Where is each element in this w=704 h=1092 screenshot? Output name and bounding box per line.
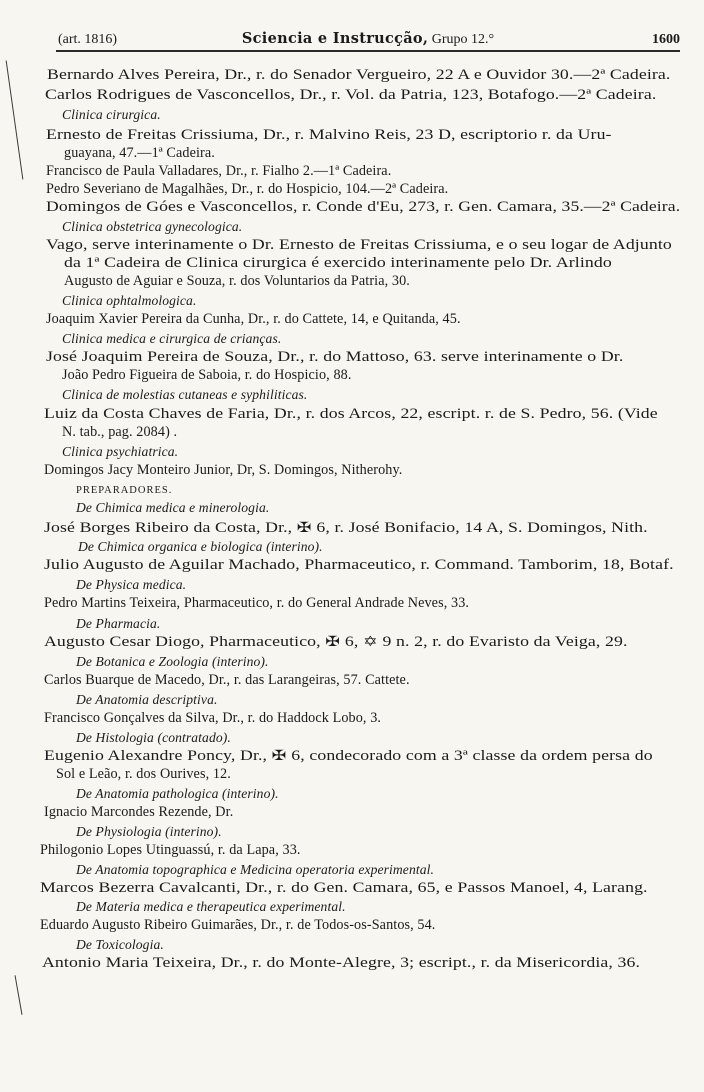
text-line: João Pedro Figueira de Saboia, r. do Hospicio, 88. — [62, 367, 352, 383]
text-line: Eduardo Augusto Ribeiro Guimarães, Dr., r. de Todos-os-Santos, 54. — [40, 917, 436, 933]
section-heading: Clinica de molestias cutaneas e syphiliticas. — [62, 387, 308, 402]
text-line: Vago, serve interinamente o Dr. Ernesto de Freitas Crissiuma, e o seu logar de Adjunto — [46, 237, 672, 253]
text-line: Luiz da Costa Chaves de Faria, Dr., r. dos Arcos, 22, escript. r. de S. Pedro, 56. (Vide — [44, 406, 658, 422]
text-line: Augusto de Aguiar e Souza, r. dos Voluntarios da Patria, 30. — [64, 273, 410, 289]
text-line: Marcos Bezerra Cavalcanti, Dr., r. do Gen. Camara, 65, e Passos Manoel, 4, Larang. — [40, 880, 648, 896]
text-line: Ernesto de Freitas Crissiuma, Dr., r. Malvino Reis, 23 D, escriptorio r. da Uru- — [46, 127, 612, 143]
section-heading: De Materia medica e therapeutica experimental. — [76, 899, 346, 914]
header-title: Sciencia e Instrucção, — [241, 30, 429, 47]
category-heading: PREPARADORES. — [76, 485, 173, 496]
header-rule — [56, 50, 680, 52]
section-heading: De Physiologia (interino). — [76, 824, 222, 839]
section-heading: Clinica cirurgica. — [62, 107, 161, 122]
text-line: Joaquim Xavier Pereira da Cunha, Dr., r. do Cattete, 14, e Quitanda, 45. — [46, 311, 461, 327]
text-line: Bernardo Alves Pereira, Dr., r. do Senador Vergueiro, 22 A e Ouvidor 30.—2ª Cadeira. — [47, 67, 671, 83]
header-group: Grupo 12.° — [431, 32, 495, 47]
text-line: Antonio Maria Teixeira, Dr., r. do Monte-Alegre, 3; escript., r. da Misericordia, 36. — [42, 955, 641, 971]
text-line: José Joaquim Pereira de Souza, Dr., r. do Mattoso, 63. serve interinamente o Dr. — [46, 349, 624, 365]
section-heading: De Chimica organica e biologica (interino). — [78, 539, 323, 554]
text-line: guayana, 47.—1ª Cadeira. — [64, 145, 215, 161]
text-line: Domingos Jacy Monteiro Junior, Dr, S. Domingos, Nitherohy. — [44, 462, 403, 478]
text-line: José Borges Ribeiro da Costa, Dr., ✠ 6, r. José Bonifacio, 14 A, S. Domingos, Nith. — [44, 520, 648, 536]
text-line: Carlos Buarque de Macedo, Dr., r. das Larangeiras, 57. Cattete. — [44, 672, 410, 688]
section-heading: De Chimica medica e minerologia. — [76, 500, 270, 515]
text-line: Augusto Cesar Diogo, Pharmaceutico, ✠ 6, ✡ 9 n. 2, r. do Evaristo da Veiga, 29. — [44, 634, 628, 650]
margin-bracket-bottom — [15, 975, 23, 1015]
text-line: Eugenio Alexandre Poncy, Dr., ✠ 6, condecorado com a 3ª classe da ordem persa do — [44, 748, 653, 764]
text-line: Francisco Gonçalves da Silva, Dr., r. do Haddock Lobo, 3. — [44, 710, 382, 726]
section-heading: De Botanica e Zoologia (interino). — [76, 654, 269, 669]
header-article-ref: (art. 1816) — [58, 32, 118, 47]
section-heading: Clinica ophtalmologica. — [62, 293, 197, 308]
section-heading: De Physica medica. — [76, 577, 187, 592]
text-line: Ignacio Marcondes Rezende, Dr. — [44, 804, 234, 820]
section-heading: De Anatomia topographica e Medicina operatoria experimental. — [76, 862, 434, 877]
text-line: Pedro Martins Teixeira, Pharmaceutico, r. do General Andrade Neves, 33. — [44, 595, 470, 611]
text-line: Francisco de Paula Valladares, Dr., r. Fialho 2.—1ª Cadeira. — [46, 163, 392, 179]
section-heading: Clinica medica e cirurgica de crianças. — [62, 331, 282, 346]
text-line: da 1ª Cadeira de Clinica cirurgica é exercido interinamente pelo Dr. Arlindo — [64, 255, 612, 271]
section-heading: De Toxicologia. — [76, 937, 164, 952]
text-line: Carlos Rodrigues de Vasconcellos, Dr., r. Vol. da Patria, 123, Botafogo.—2ª Cadeira. — [45, 87, 657, 103]
section-heading: De Histologia (contratado). — [76, 730, 231, 745]
section-heading: De Anatomia descriptiva. — [76, 692, 218, 707]
text-line: Domingos de Góes e Vasconcellos, r. Conde d'Eu, 273, r. Gen. Camara, 35.—2ª Cadeira. — [46, 199, 681, 215]
header-title-group — [56, 30, 680, 48]
text-line: Sol e Leão, r. dos Ourives, 12. — [56, 766, 231, 782]
text-line: Philogonio Lopes Utinguassú, r. da Lapa, 33. — [40, 842, 301, 858]
margin-bracket-top — [6, 60, 24, 179]
section-heading: Clinica obstetrica gynecologica. — [62, 219, 243, 234]
text-line: N. tab., pag. 2084) . — [62, 424, 178, 440]
section-heading: De Anatomia pathologica (interino). — [76, 786, 279, 801]
section-heading: De Pharmacia. — [76, 616, 161, 631]
page-number: 1600 — [652, 32, 680, 47]
page-header — [56, 30, 680, 50]
text-line: Julio Augusto de Aguilar Machado, Pharmaceutico, r. Command. Tamborim, 18, Botaf. — [44, 557, 674, 573]
section-heading: Clinica psychiatrica. — [62, 444, 179, 459]
text-line: Pedro Severiano de Magalhães, Dr., r. do Hospicio, 104.—2ª Cadeira. — [46, 181, 449, 197]
